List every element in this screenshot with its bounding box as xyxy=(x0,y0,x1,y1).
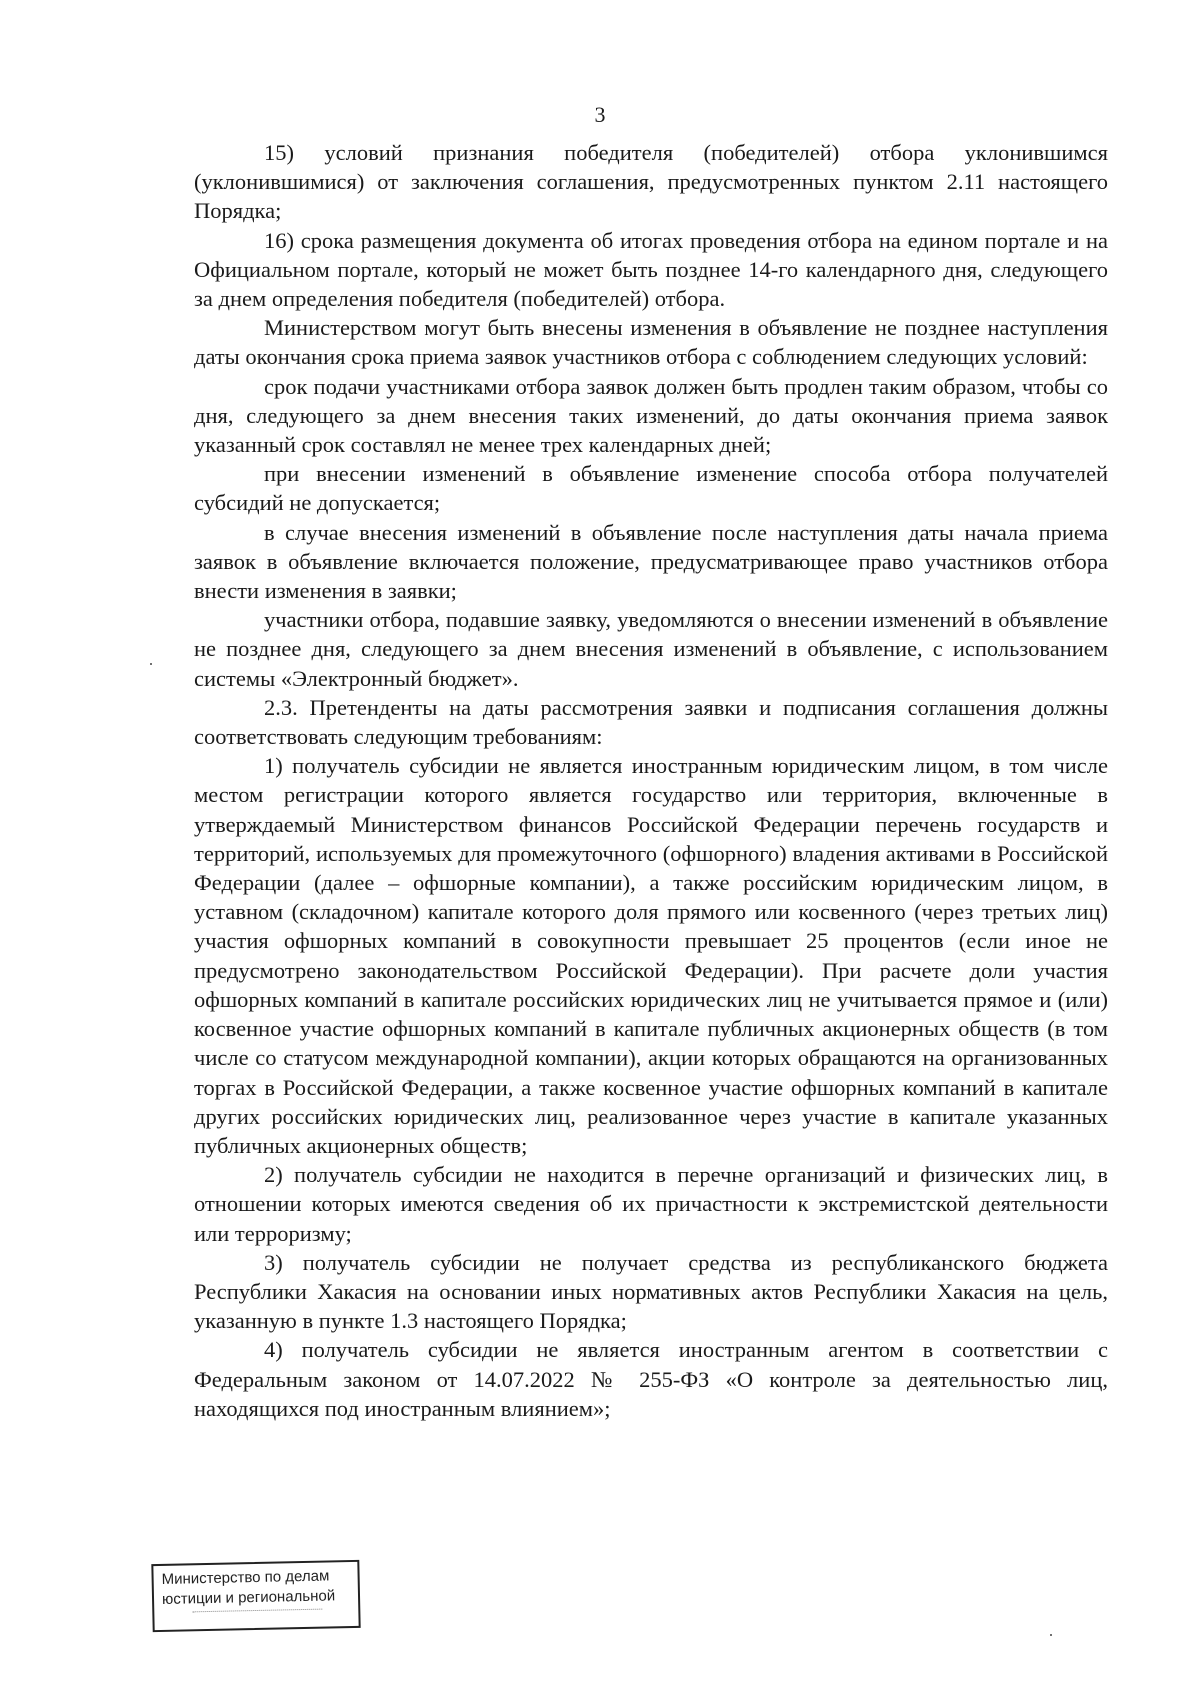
paragraph-requirement-2: 2) получатель субсидии не находится в перечне организаций и физических лиц, в отношении которых имеются сведения об их причастности к экстремистской деятельности или терроризму; xyxy=(194,1162,1108,1246)
stamp-faint-line xyxy=(192,1609,322,1619)
paragraph-deadline-extension: срок подачи участниками отбора заявок должен быть продлен таким образом, чтобы со дня, следующего за днем внесения таких изменений, до даты окончания приема заявок указанный срок составлял не менее трех календарных дней; xyxy=(194,373,1108,458)
document-body xyxy=(194,138,1108,1423)
stamp-line-2: юстиции и региональной xyxy=(161,1587,336,1608)
paragraph-amendment-right: в случае внесения изменений в объявление после наступления даты начала приема заявок в объявление включается положение, предусматривающее право участников отбора внести изменения в заявки; xyxy=(194,519,1108,604)
paragraph-amendments-intro: Министерством могут быть внесены изменения в объявление не позднее наступления даты окончания срока приема заявок участников отбора с соблюдением следующих условий: xyxy=(194,315,1108,370)
scan-speck xyxy=(150,663,152,665)
paragraph-requirement-1: 1) получатель субсидии не является иностранным юридическим лицом, в том числе местом регистрации которого является государство или территория, включенные в утверждаемый Министерством финансов Российской Федерации перечень государств и территорий, используемых для промежуточного (офшорного) владения активами в Российской Федерации (далее – офшорные компании), а также российским юридическим лицом, в уставном (складочном) капитале которого доля прямого или косвенного (через третьих лиц) участия офшорных компаний в совокупности превышает 25 процентов (если иное не предусмотрено законодательством Российской Федерации). При расчете доли участия офшорных компаний в капитале российских юридических лиц не учитывается прямое и (или) косвенное участие офшорных компаний в капитале публичных акционерных обществ (в том числе со статусом международной компании), акции которых обращаются на организованных торгах в Российской Федерации, а также косвенное участие офшорных компаний в капитале других российских юридических лиц, реализованное через участие в капитале указанных публичных акционерных обществ; xyxy=(194,753,1108,1158)
stamp-line-1: Министерство по делам xyxy=(161,1567,330,1588)
paragraph-notification: участники отбора, подавшие заявку, уведомляются о внесении изменений в объявление не позднее дня, следующего за днем внесения изменений в объявление, с использованием системы «Электронный бюджет». xyxy=(194,607,1108,691)
paragraph-selection-method: при внесении изменений в объявление изменение способа отбора получателей субсидий не допускается; xyxy=(194,461,1108,516)
paragraph-section-2-3: 2.3. Претенденты на даты рассмотрения заявки и подписания соглашения должны соответствовать следующим требованиям: xyxy=(194,694,1108,750)
registration-stamp xyxy=(151,1560,360,1632)
page-number: 3 xyxy=(594,102,606,127)
paragraph-requirement-3: 3) получатель субсидии не получает средства из республиканского бюджета Республики Хакасия на основании иных нормативных актов Республики Хакасия на цель, указанную в пункте 1.3 настоящего Порядка; xyxy=(194,1249,1108,1334)
paragraph-item-16: 16) срока размещения документа об итогах проведения отбора на едином портале и на Официальном портале, который не может быть позднее 14-го календарного дня, следующего за днем определения победителя (победителей) отбора. xyxy=(194,227,1108,312)
paragraph-item-15: 15) условий признания победителя (победителей) отбора уклонившимся (уклонившимися) от заключения соглашения, предусмотренных пунктом 2.11 настоящего Порядка; xyxy=(194,140,1108,224)
paragraph-requirement-4: 4) получатель субсидии не является иностранным агентом в соответствии с Федеральным законом от 14.07.2022 № 255-ФЗ «О контроле за деятельностью лиц, находящихся под иностранным влиянием»; xyxy=(194,1337,1108,1421)
scan-speck xyxy=(1050,1634,1052,1636)
